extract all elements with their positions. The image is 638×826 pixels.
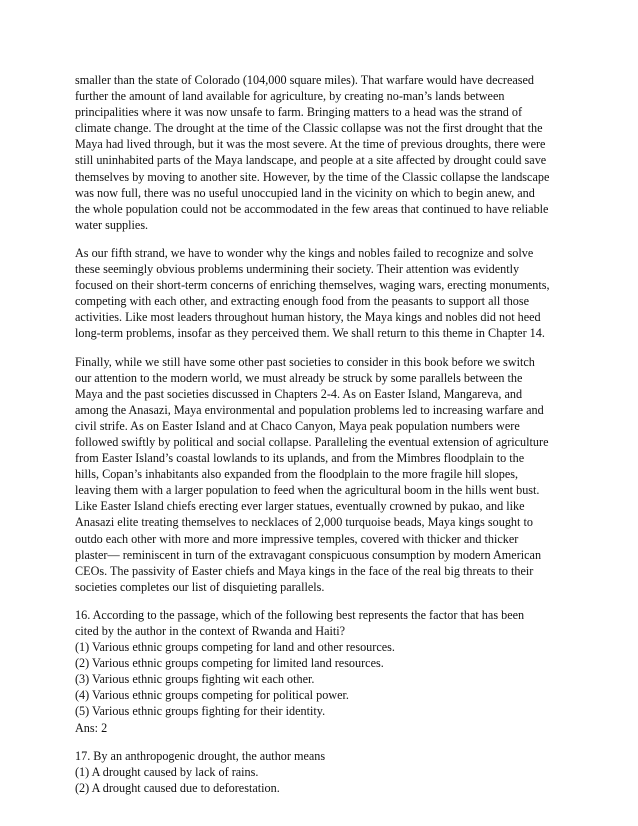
text-line: competing with each other, and extracting enough food from the peasants to support all those (75, 294, 530, 309)
answer-option: (1) A drought caused by lack of rains. (75, 764, 259, 779)
text-line: themselves by moving to another site. However, by the time of the Classic collapse the landscape (75, 169, 550, 184)
text-line: the whole population could not be accommodated in the few areas that continued to have reliable (75, 201, 549, 216)
answer-key: Ans: 2 (75, 720, 108, 735)
text-line: long-term problems, insofar as they perceived them. We shall return to this theme in Chapter 14. (75, 326, 545, 341)
text-line: these seemingly obvious problems undermining their society. Their attention was evidently (75, 262, 520, 277)
answer-option: (2) Various ethnic groups competing for limited land resources. (75, 656, 384, 671)
text-line: Finally, while we still have some other past societies to consider in this book before we switch (75, 354, 535, 369)
paragraph-parallels (75, 354, 598, 595)
answer-option: (3) Various ethnic groups fighting wit each other. (75, 672, 315, 687)
text-line: water supplies. (75, 217, 149, 232)
text-line: Maya had lived through, but it was the most severe. At the time of previous droughts, there were (75, 137, 546, 152)
text-line: activities. Like most leaders throughout human history, the Maya kings and nobles did not heed (75, 310, 541, 325)
text-line: our attention to the modern world, we must already be struck by some parallels between the (75, 370, 523, 385)
text-line: As our fifth strand, we have to wonder why the kings and nobles failed to recognize and solve (75, 245, 534, 260)
text-line: still uninhabited parts of the Maya landscape, and people at a site affected by drought could save (75, 153, 547, 168)
answer-option: (2) A drought caused due to deforestation. (75, 780, 280, 795)
text-line: followed swiftly by political and social collapse. Paralleling the eventual extension of agriculture (75, 434, 549, 449)
text-line: CEOs. The passivity of Easter chiefs and Maya kings in the face of the real big threats to their (75, 563, 534, 578)
text-line: Like Easter Island chiefs erecting ever larger statues, eventually crowned by pukao, and like (75, 499, 525, 514)
answer-option: (1) Various ethnic groups competing for land and other resources. (75, 640, 395, 655)
text-line: outdo each other with more and more impressive temples, covered with thicker and thicker (75, 531, 519, 546)
text-line: further the amount of land available for agriculture, by creating no-man’s lands between (75, 89, 505, 104)
text-line: leaving them with a larger population to feed when the agricultural boom in the hills went bust. (75, 483, 540, 498)
text-line: smaller than the state of Colorado (104,000 square miles). That warfare would have decreased (75, 73, 535, 87)
question-16 (75, 607, 598, 736)
text-line: climate change. The drought at the time of the Classic collapse was not the first drought that the (75, 121, 543, 136)
answer-option: (5) Various ethnic groups fighting for their identity. (75, 704, 326, 719)
text-line: civil strife. As on Easter Island and at Chaco Canyon, Maya peak population numbers were (75, 418, 520, 433)
text-line: Maya and the past societies discussed in Chapters 2-4. As on Easter Island, Mangareva, and (75, 386, 523, 401)
text-line: was now full, there was no useful unoccupied land in the vicinity on which to begin anew, and (75, 185, 535, 200)
paragraph-fifth-strand (75, 245, 598, 342)
text-line: principalities where it was now unsafe to farm. Bringing matters to a head was the strand of (75, 105, 523, 120)
text-line: Anasazi elite treating themselves to necklaces of 2,000 turquoise beads, Maya kings sought to (75, 515, 533, 530)
question-stem: 16. According to the passage, which of the following best represents the factor that has been (75, 607, 525, 622)
question-stem: 17. By an anthropogenic drought, the author means (75, 748, 326, 763)
text-line: societies completes our list of disquieting parallels. (75, 579, 325, 594)
text-line: focused on their short-term concerns of enriching themselves, waging wars, erecting monuments, (75, 278, 550, 293)
answer-option: (4) Various ethnic groups competing for political power. (75, 688, 349, 703)
question-stem: cited by the author in the context of Rwanda and Haiti? (75, 624, 346, 638)
text-line: from Easter Island’s coastal lowlands to its uplands, and from the Mimbres floodplain to the (75, 451, 525, 466)
text-line: among the Anasazi, Maya environmental and population problems led to increasing warfare and (75, 402, 544, 417)
paragraph-warfare-drought (75, 72, 598, 233)
text-line: hills, Copan’s inhabitants also expanded from the floodplain to the more fragile hill slopes, (75, 467, 519, 482)
question-17 (75, 748, 598, 796)
text-line: plaster— reminiscent in turn of the extravagant conspicuous consumption by modern American (75, 547, 542, 562)
